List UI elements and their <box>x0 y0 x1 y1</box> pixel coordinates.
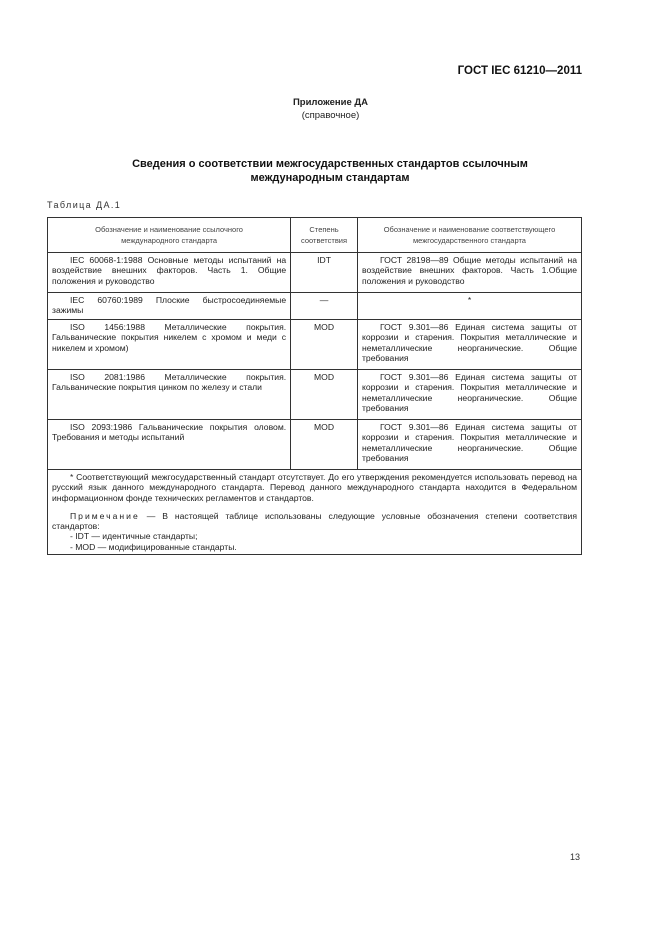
note <box>52 511 577 532</box>
footnote-text: * Соответствующий межгосударственный стандарт отсутствует. До его утверждения рекомендуется использовать перевод на русский язык данного международного стандарта. Перевод данного международного стандарта находится в Федеральном информационном фонде технических регламентов и стандартов. <box>52 472 577 503</box>
note-text: — В настоящей таблице использованы следующие условные обозначения степени соответствия стандартов: <box>52 510 577 532</box>
page-number: 13 <box>569 852 580 862</box>
header-col1-line2: международного стандарта <box>121 236 217 245</box>
table-caption: Таблица ДА.1 <box>47 200 122 210</box>
table-row <box>48 253 582 293</box>
note-item-mod: - MOD — модифицированные стандарты. <box>70 541 237 552</box>
cell-reference-standard: IEC 60068-1:1988 Основные методы испытаний на воздействие внешних факторов. Часть 1. Общие положения и руководство <box>48 253 291 293</box>
cell-reference-standard: ISO 2093:1986 Гальванические покрытия оловом. Требования и методы испытаний <box>48 420 291 470</box>
annex-type: (справочное) <box>301 110 360 121</box>
header-col3-line1: Обозначение и наименование соответствующего <box>383 225 556 234</box>
note-label: Примечание <box>70 510 140 521</box>
cell-degree: MOD <box>291 320 358 370</box>
cell-degree: — <box>291 293 358 320</box>
table-footer-row <box>48 470 582 555</box>
header-col1-line1: Обозначение и наименование ссылочного <box>95 225 243 234</box>
document-title-line-2: международным стандартам <box>250 172 410 184</box>
header-col2-line1: Степень <box>309 225 339 234</box>
document-title-line-1: Сведения о соответствии межгосударственных стандартов ссылочным <box>132 158 528 170</box>
document-standard-id: ГОСТ IEC 61210—2011 <box>457 65 582 77</box>
header-degree <box>291 218 358 253</box>
note-item-idt: - IDT — идентичные стандарты; <box>70 531 198 542</box>
cell-degree: MOD <box>291 370 358 420</box>
cell-reference-standard: ISO 1456:1988 Металлические покрытия. Гальванические покрытия никелем с хромом и меди с никелем и хромом) <box>48 320 291 370</box>
cell-reference-standard: IEC 60760:1989 Плоские быстросоединяемые зажимы <box>48 293 291 320</box>
cell-national-standard: ГОСТ 9.301—86 Единая система защиты от коррозии и старения. Покрытия металлические и неметаллические неорганические. Общие требования <box>357 370 581 420</box>
header-col2-line2: соответствия <box>301 236 348 245</box>
table-row <box>48 420 582 470</box>
header-reference-standard <box>48 218 291 253</box>
document-title <box>80 157 580 185</box>
table-row <box>48 370 582 420</box>
header-col3-line2: межгосударственного стандарта <box>412 236 526 245</box>
cell-reference-standard: ISO 2081:1986 Металлические покрытия. Гальванические покрытия цинком по железу и стали <box>48 370 291 420</box>
table-header-row <box>48 218 582 253</box>
cell-national-standard: ГОСТ 9.301—86 Единая система защиты от коррозии и старения. Покрытия металлические и неметаллические неорганические. Общие требования <box>357 320 581 370</box>
cell-national-standard: ГОСТ 28198—89 Общие методы испытаний на воздействие внешних факторов. Часть 1.Общие положения и руководство <box>357 253 581 293</box>
table-footnote-cell <box>48 470 582 555</box>
cell-degree: MOD <box>291 420 358 470</box>
header-national-standard <box>357 218 581 253</box>
cell-national-standard: * <box>357 293 581 320</box>
table-row <box>48 293 582 320</box>
correspondence-table <box>47 217 582 555</box>
table-row <box>48 320 582 370</box>
cell-national-standard: ГОСТ 9.301—86 Единая система защиты от коррозии и старения. Покрытия металлические и неметаллические неорганические. Общие требования <box>357 420 581 470</box>
cell-degree: IDT <box>291 253 358 293</box>
annex-title: Приложение ДА <box>292 97 369 108</box>
